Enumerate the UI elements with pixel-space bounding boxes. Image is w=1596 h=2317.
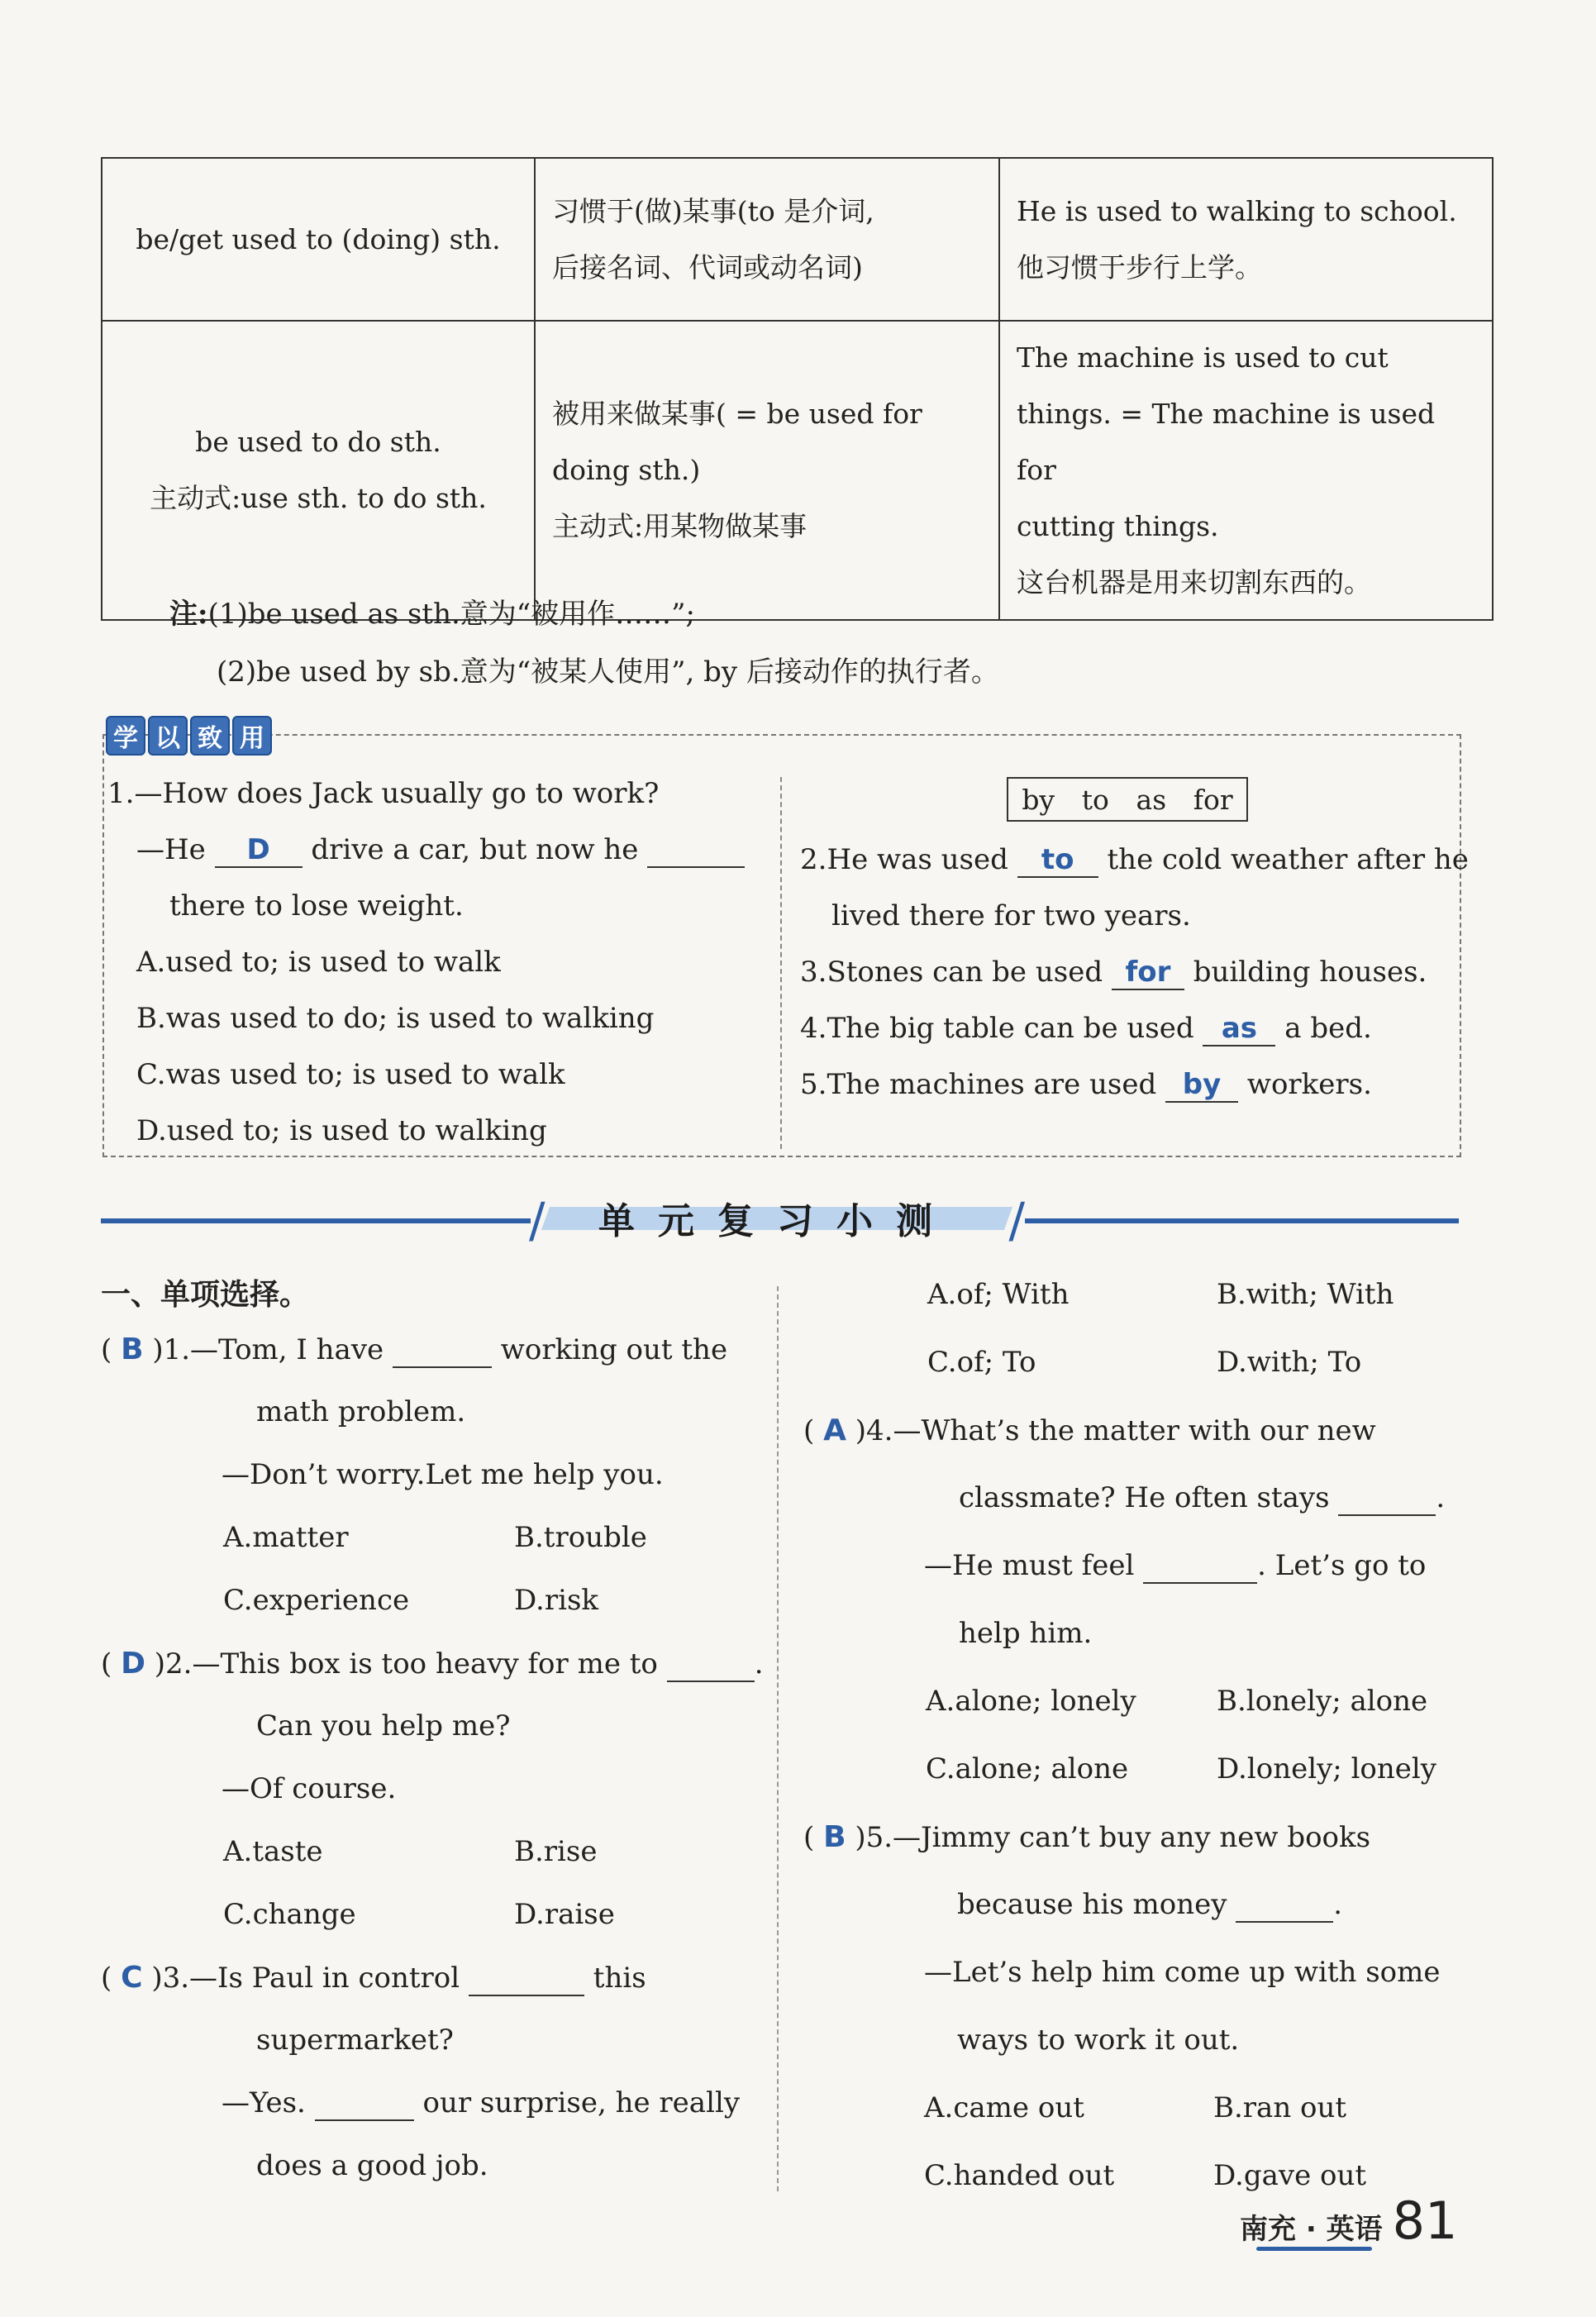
practice-q1-line3: there to lose weight. [169, 889, 464, 923]
column-divider [777, 1286, 779, 2191]
practice-q1-option: C.was used to; is used to walk [136, 1058, 565, 1091]
practice-q1-line1: 1.—How does Jack usually go to work? [107, 777, 660, 810]
mc-q4-line4: help him. [959, 1617, 1093, 1650]
mc-option: A.came out [924, 2091, 1084, 2124]
tag-char: 致 [190, 716, 230, 756]
mc-option: B.with; With [1217, 1278, 1394, 1311]
answer-blank[interactable] [647, 833, 745, 868]
slash-right-icon: / [1008, 1192, 1025, 1248]
footer-brand: 南充 · 英语 [1240, 2213, 1383, 2246]
note-label: 注: [169, 598, 208, 631]
note-text: (2)be used by sb.意为“被某人使用”, by 后接动作的执行者。 [217, 656, 999, 689]
mc-q3-line1: ( C )3.—Is Paul in control this [101, 1961, 646, 1995]
mc-q2-line2: Can you help me? [256, 1709, 511, 1743]
mc-option: D.raise [514, 1898, 615, 1931]
mc-option: B.lonely; alone [1217, 1685, 1428, 1718]
mc-answer: C [121, 1961, 143, 1995]
practice-q5: 5.The machines are used by workers. [800, 1068, 1372, 1101]
footer-underline [1256, 2247, 1372, 2251]
mc-answer: A [823, 1414, 846, 1447]
answer-blank[interactable] [469, 1962, 584, 1996]
tag-char: 以 [148, 716, 188, 756]
practice-q1-option: B.was used to do; is used to walking [136, 1002, 655, 1035]
answer-text: for [1125, 956, 1171, 989]
example-cell [999, 321, 1493, 620]
mc-option: A.matter [223, 1521, 349, 1554]
mc-q2-line1: ( D )2.—This box is too heavy for me to . [101, 1647, 764, 1681]
mc-option: A.alone; lonely [926, 1685, 1136, 1718]
mc-q2-line3: —Of course. [222, 1772, 397, 1805]
meaning-cell [535, 321, 999, 620]
practice-q3: 3.Stones can be used for building houses. [800, 956, 1427, 989]
mc-option: C.change [223, 1898, 356, 1931]
grammar-table [101, 157, 1494, 621]
practice-q4: 4.The big table can be used as a bed. [800, 1012, 1372, 1045]
mc-option: C.experience [223, 1584, 410, 1617]
answer-text: by [1182, 1068, 1222, 1101]
note-line-1 [169, 591, 695, 632]
unit-test-title: 单元复习小测 [598, 1200, 955, 1242]
mc-answer: B [823, 1820, 846, 1854]
mc-option: D.lonely; lonely [1217, 1752, 1437, 1785]
unit-test-heading [529, 1189, 1025, 1247]
example-text: The machine is used to cut [1017, 341, 1389, 374]
mc-option: C.alone; alone [926, 1752, 1129, 1785]
answer-text: D [246, 833, 270, 866]
answer-blank[interactable] [1203, 1012, 1275, 1046]
answer-blank[interactable] [1143, 1549, 1257, 1584]
meaning-cell [535, 158, 999, 321]
answer-blank[interactable] [1338, 1481, 1436, 1516]
mc-option: D.with; To [1217, 1346, 1362, 1379]
practice-q2-line1: 2.He was used to the cold weather after he [800, 843, 1469, 876]
mc-q3-line2: supermarket? [256, 2024, 454, 2057]
mc-answer: D [121, 1647, 145, 1681]
answer-text: as [1221, 1012, 1258, 1045]
mc-q1-line1: ( B )1.—Tom, I have working out the [101, 1333, 728, 1366]
mc-answer: B [121, 1333, 144, 1366]
mc-option: C.of; To [927, 1346, 1036, 1379]
page-footer [1240, 2191, 1458, 2251]
word-bank-item: to [1081, 783, 1109, 816]
mc-q4-line3: —He must feel . Let’s go to [924, 1549, 1427, 1582]
meaning-text: 习惯于(做)某事(to 是介词, [552, 194, 874, 227]
mc-q5-line2: because his money . [957, 1888, 1343, 1921]
meaning-text: doing sth.) [552, 454, 701, 486]
mc-option: A.of; With [927, 1278, 1070, 1311]
phrase-text: 主动式:use sth. to do sth. [150, 482, 487, 514]
practice-q1-line2: —He D drive a car, but now he [136, 833, 745, 868]
heading-rule-right [1025, 1218, 1459, 1223]
mc-option: B.trouble [514, 1521, 647, 1554]
word-bank-item: by [1022, 783, 1055, 816]
mc-q1-line2: math problem. [256, 1395, 466, 1428]
note-text: (1)be used as sth.意为“被用作……”; [207, 598, 696, 631]
practice-q1-option: D.used to; is used to walking [136, 1114, 547, 1147]
practice-divider [780, 777, 782, 1149]
answer-blank[interactable] [315, 2086, 414, 2121]
mc-q5-line4: ways to work it out. [957, 2024, 1240, 2057]
tag-char: 用 [232, 716, 272, 756]
answer-blank[interactable] [393, 1333, 492, 1368]
mc-option: C.handed out [924, 2159, 1115, 2192]
word-bank-item: for [1193, 783, 1233, 816]
example-text: 他习惯于步行上学。 [1017, 250, 1262, 284]
mc-q3-line3: —Yes. our surprise, he really [222, 2086, 741, 2119]
practice-tag [106, 716, 272, 756]
answer-blank[interactable] [1017, 843, 1098, 878]
section-title: 一、单项选择。 [101, 1278, 310, 1312]
answer-blank[interactable] [1112, 956, 1184, 990]
example-cell [999, 158, 1493, 321]
heading-rule-left [101, 1218, 531, 1223]
answer-blank[interactable] [1165, 1068, 1238, 1103]
mc-option: A.taste [223, 1835, 323, 1868]
word-bank-item: as [1136, 783, 1167, 816]
practice-q2-line2: lived there for two years. [831, 899, 1191, 932]
tag-char: 学 [106, 716, 145, 756]
meaning-text: 后接名词、代词或动名词) [552, 250, 863, 284]
practice-q1-option: A.used to; is used to walk [136, 946, 501, 979]
page-number: 81 [1392, 2191, 1458, 2251]
meaning-text: 被用来做某事( = be used for [552, 398, 922, 430]
answer-blank[interactable] [667, 1647, 755, 1682]
answer-blank[interactable] [1236, 1888, 1333, 1923]
mc-q1-line3: —Don’t worry.Let me help you. [222, 1458, 664, 1491]
example-text: He is used to walking to school. [1017, 194, 1457, 227]
phrase-text: be used to do sth. [195, 426, 441, 458]
phrase-cell [102, 158, 535, 321]
phrase-cell [102, 321, 535, 620]
meaning-text: 主动式:用某物做某事 [552, 510, 808, 542]
mc-q3-line4: does a good job. [256, 2149, 488, 2182]
answer-text: to [1041, 843, 1074, 876]
mc-q5-line3: —Let’s help him come up with some [924, 1956, 1441, 1989]
note-line-2 [217, 649, 999, 689]
example-text: 这台机器是用来切割东西的。 [1017, 566, 1371, 598]
word-bank [1007, 777, 1248, 822]
phrase-text: be/get used to (doing) sth. [136, 222, 501, 255]
mc-q4-line1: ( A )4.—What’s the matter with our new [803, 1414, 1376, 1447]
example-text: cutting things. [1017, 510, 1219, 542]
table-row [102, 321, 1493, 620]
mc-option: D.risk [514, 1584, 599, 1617]
mc-option: B.rise [514, 1835, 598, 1868]
example-text: things. = The machine is used for [1017, 398, 1436, 486]
slash-left-icon: / [529, 1192, 545, 1248]
mc-option: B.ran out [1213, 2091, 1347, 2124]
mc-q5-line1: ( B )5.—Jimmy can’t buy any new books [803, 1820, 1371, 1854]
table-row [102, 158, 1493, 321]
mc-option: D.gave out [1213, 2159, 1367, 2192]
mc-q4-line2: classmate? He often stays . [959, 1481, 1446, 1514]
answer-blank[interactable] [215, 833, 303, 868]
